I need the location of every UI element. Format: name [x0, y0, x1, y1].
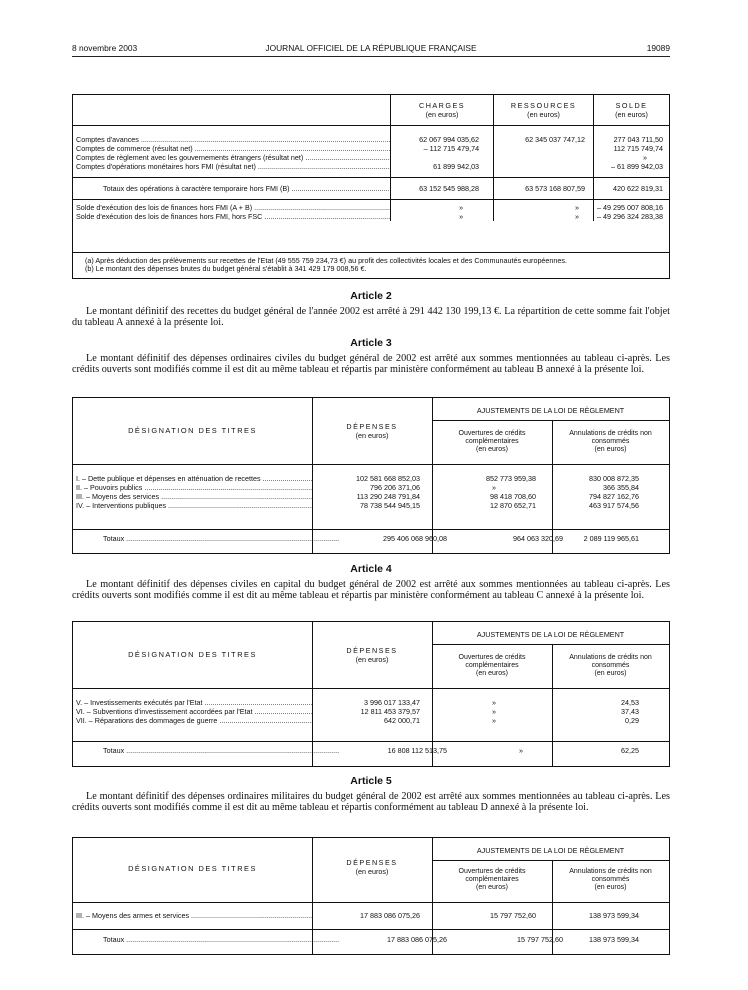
table-depenses-ordinaires-civiles	[72, 397, 670, 554]
cell-ouvertures: 852 773 959,38	[486, 474, 536, 483]
cell-charges: 61 899 942,03	[391, 162, 494, 171]
depenses-unit: (en euros)	[355, 655, 389, 664]
row-label: Solde d'exécution des lois de finances hors FMI (A + B) .....	[73, 203, 391, 212]
cell-ouvertures: 15 797 752,60	[490, 911, 536, 920]
article-5-text: Le montant définitif des dépenses ordinaires militaires du budget général de 2002 est arrêté aux sommes mentionnées au tableau ci-après. Les crédits ouverts sont modifiés comme il est dit au même tableau et répartis conformément au tableau D annexé à la présente loi.	[72, 791, 670, 814]
cell-ressources: 62 345 037 747,12	[494, 135, 594, 144]
cell-annulations: 37,43	[621, 707, 639, 716]
table-total-row	[73, 534, 669, 543]
table-row	[73, 501, 669, 510]
table2-total	[73, 534, 669, 543]
table1-grid	[73, 95, 669, 221]
ouvertures-header	[432, 430, 552, 454]
row-label: Comptes d'opérations monétaires hors FMI (résultat net) .....	[73, 162, 391, 171]
total-label: Totaux .....	[73, 746, 339, 755]
ajustements-header: AJUSTEMENTS DE LA LOI DE RÈGLEMENT	[476, 846, 625, 855]
cell-ressources	[494, 144, 594, 153]
annulations-unit: (en euros)	[594, 670, 627, 677]
designation-header: DÉSIGNATION DES TITRES	[128, 864, 257, 873]
annulations-header	[552, 868, 669, 892]
ouvertures-header	[432, 868, 552, 892]
total-ouvertures: 15 797 752,60	[517, 935, 563, 944]
total-annulations: 2 089 119 965,61	[583, 534, 639, 543]
row-label: Comptes de commerce (résultat net) .....	[73, 144, 391, 153]
depenses-header	[312, 422, 432, 440]
cell-ouvertures: 98 418 708,60	[490, 492, 536, 501]
annulations-unit: (en euros)	[594, 884, 627, 891]
cell-charges: 62 067 994 035,62	[391, 135, 494, 144]
cell-depenses: 12 811 453 379,57	[360, 707, 420, 716]
table-row	[73, 162, 669, 171]
row-label: IV. – Interventions publiques .....	[73, 501, 312, 510]
table-row	[73, 492, 669, 501]
table-row	[73, 474, 669, 483]
cell-annulations: 794 827 162,76	[589, 492, 639, 501]
annulations-header	[552, 654, 669, 678]
article-2-title: Article 2	[350, 290, 392, 302]
table-row	[73, 135, 669, 144]
ouvertures-unit: (en euros)	[476, 884, 508, 891]
article-2-text: Le montant définitif des recettes du budget général de l'année 2002 est arrêté à 291 442 130 199,13 €. La répartition de cette somme fait l'objet du tableau A annexé à la présente loi.	[72, 306, 670, 329]
cell-depenses: 642 000,71	[384, 716, 420, 725]
cell-annulations: 830 008 872,35	[589, 474, 639, 483]
table4-total	[73, 935, 669, 944]
ouvertures-unit: (en euros)	[476, 670, 508, 677]
cell-ouvertures: »	[492, 698, 496, 707]
total-solde: 420 622 819,31	[594, 177, 669, 199]
table-row	[73, 203, 669, 212]
footnote-b: (b) Le montant des dépenses brutes du budget général s'établit à 341 429 179 008,56 €.	[85, 264, 367, 274]
header-page-number: 19089	[646, 43, 670, 53]
col-charges-unit: (en euros)	[425, 110, 459, 119]
total-ouvertures: 964 063 320,69	[513, 534, 563, 543]
table-depenses-civiles-capital	[72, 621, 670, 767]
total-ouvertures: »	[519, 746, 523, 755]
total-annulations: 138 973 599,34	[589, 935, 639, 944]
cell-ressources	[494, 153, 594, 162]
total-label: Totaux .....	[73, 935, 339, 944]
header-rule	[72, 56, 670, 57]
total-depenses: 17 883 086 075,26	[387, 935, 447, 944]
table-row	[73, 144, 669, 153]
cell-depenses: 102 581 668 852,03	[356, 474, 420, 483]
cell-charges	[391, 153, 494, 162]
total-depenses: 295 406 068 960,08	[383, 534, 447, 543]
ouvertures-title: Ouvertures de crédits complémentaires	[458, 868, 526, 883]
row-label: III. – Moyens des services .....	[73, 492, 312, 501]
cell-ouvertures: »	[492, 483, 496, 492]
table-row	[73, 212, 669, 221]
table-row	[73, 698, 669, 707]
depenses-unit: (en euros)	[355, 431, 389, 440]
ouvertures-title: Ouvertures de crédits complémentaires	[458, 654, 526, 669]
table3-body	[73, 698, 669, 725]
article-4-title: Article 4	[350, 563, 392, 575]
row-label: I. – Dette publique et dépenses en atténuation de recettes .....	[73, 474, 312, 483]
cell-solde: 112 715 749,74	[594, 144, 669, 153]
cell-ouvertures: 12 870 652,71	[490, 501, 536, 510]
cell-solde: – 61 899 942,03	[594, 162, 669, 171]
designation-header: DÉSIGNATION DES TITRES	[128, 426, 257, 435]
cell-charges: »	[391, 212, 494, 221]
cell-solde: – 49 296 324 283,38	[594, 212, 669, 221]
annulations-header	[552, 430, 669, 454]
col-solde-unit: (en euros)	[615, 110, 648, 119]
table-row	[73, 716, 669, 725]
depenses-header	[312, 646, 432, 664]
total-annulations: 62,25	[621, 746, 639, 755]
ajustements-header: AJUSTEMENTS DE LA LOI DE RÈGLEMENT	[476, 630, 625, 639]
cell-ressources	[494, 162, 594, 171]
cell-depenses: 17 883 086 075,26	[360, 911, 420, 920]
depenses-title: DÉPENSES	[346, 422, 398, 431]
table-total-row	[73, 177, 669, 199]
table-row	[73, 911, 669, 920]
cell-ouvertures: »	[492, 716, 496, 725]
cell-ouvertures: »	[492, 707, 496, 716]
designation-header: DÉSIGNATION DES TITRES	[128, 650, 257, 659]
total-depenses: 16 808 112 513,75	[387, 746, 447, 755]
ouvertures-header	[432, 654, 552, 678]
col-ressources-unit: (en euros)	[527, 110, 560, 119]
depenses-title: DÉPENSES	[346, 646, 398, 655]
col-charges-header: CHARGES	[419, 101, 466, 110]
cell-depenses: 113 290 248 791,84	[356, 492, 420, 501]
annulations-title: Annulations de crédits non consommés	[569, 654, 652, 669]
cell-depenses: 78 738 544 945,15	[360, 501, 420, 510]
cell-charges: – 112 715 479,74	[391, 144, 494, 153]
annulations-title: Annulations de crédits non consommés	[569, 430, 652, 445]
annulations-title: Annulations de crédits non consommés	[569, 868, 652, 883]
cell-depenses: 3 996 017 133,47	[364, 698, 420, 707]
ouvertures-title: Ouvertures de crédits complémentaires	[458, 430, 526, 445]
cell-charges: »	[391, 203, 494, 212]
total-charges: 63 152 545 988,28	[391, 177, 494, 199]
table-depenses-militaires	[72, 837, 670, 955]
row-label: III. – Moyens des armes et services .....	[73, 911, 312, 920]
depenses-unit: (en euros)	[355, 867, 389, 876]
table-row	[73, 153, 669, 162]
total-label: Totaux .....	[73, 534, 339, 543]
table-row	[73, 483, 669, 492]
table-total-row	[73, 746, 669, 755]
depenses-title: DÉPENSES	[346, 858, 398, 867]
table3-total	[73, 746, 669, 755]
row-label: V. – Investissements exécutés par l'Etat .....	[73, 698, 312, 707]
header-journal-title: JOURNAL OFFICIEL DE LA RÉPUBLIQUE FRANÇAISE	[265, 43, 477, 53]
row-label: Solde d'exécution des lois de finances hors FMI, hors FSC .....	[73, 212, 391, 221]
article-3-title: Article 3	[350, 337, 392, 349]
cell-solde: »	[594, 153, 669, 162]
article-5-title: Article 5	[350, 775, 392, 787]
cell-solde: 277 043 711,50	[594, 135, 669, 144]
article-4-text: Le montant définitif des dépenses civiles en capital du budget général de 2002 est arrêté aux sommes mentionnées au tableau ci-après. Les crédits ouverts sont modifiés comme il est dit au même tableau et répartis par ministère conformément au tableau C annexé à la présente loi.	[72, 579, 670, 602]
article-3-text: Le montant définitif des dépenses ordinaires civiles du budget général de 2002 est arrêté aux sommes mentionnées au tableau ci-après. Les crédits ouverts sont modifiés comme il est dit au même tableau et répartis par ministère conformément au tableau B annexé à la présente loi.	[72, 353, 670, 376]
total-ressources: 63 573 168 807,59	[494, 177, 594, 199]
col-solde-header: SOLDE	[615, 101, 648, 110]
cell-ressources: »	[494, 212, 594, 221]
table1-footnotes	[73, 252, 669, 278]
col-ressources-header: RESSOURCES	[510, 101, 577, 110]
row-label: Comptes de règlement avec les gouvernements étrangers (résultat net) .....	[73, 153, 391, 162]
cell-annulations: 366 355,84	[603, 483, 639, 492]
depenses-header	[312, 858, 432, 876]
row-label: Comptes d'avances .....	[73, 135, 391, 144]
total-label: Totaux des opérations à caractère temporaire hors FMI (B) .....	[73, 177, 391, 199]
ouvertures-unit: (en euros)	[476, 446, 508, 453]
table2-body	[73, 474, 669, 510]
header-date: 8 novembre 2003	[72, 43, 138, 53]
cell-annulations: 138 973 599,34	[589, 911, 639, 920]
cell-ressources: »	[494, 203, 594, 212]
ajustements-header: AJUSTEMENTS DE LA LOI DE RÈGLEMENT	[476, 406, 625, 415]
table-row	[73, 707, 669, 716]
annulations-unit: (en euros)	[594, 446, 627, 453]
cell-annulations: 463 917 574,56	[589, 501, 639, 510]
row-label: II. – Pouvoirs publics .....	[73, 483, 312, 492]
row-label: VI. – Subventions d'investissement accordées par l'Etat .....	[73, 707, 312, 716]
row-label: VII. – Réparations des dommages de guerre .....	[73, 716, 312, 725]
table-charges-ressources	[72, 94, 670, 279]
cell-solde: – 49 295 007 808,16	[594, 203, 669, 212]
cell-annulations: 24,53	[621, 698, 639, 707]
table4-body	[73, 911, 669, 920]
table-total-row	[73, 935, 669, 944]
cell-depenses: 796 206 371,06	[370, 483, 420, 492]
cell-annulations: 0,29	[625, 716, 639, 725]
footnote-a: (a) Après déduction des prélèvements sur recettes de l'Etat (49 555 759 234,73 €) au profit des collectivités locales et des Communautés européennes.	[85, 255, 568, 265]
